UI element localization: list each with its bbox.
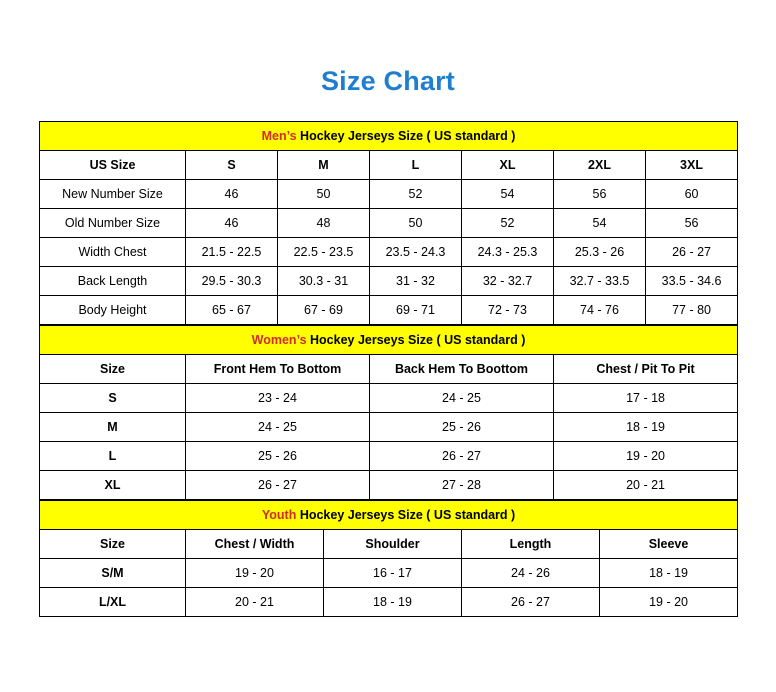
womens-r1-c0: M <box>40 413 186 442</box>
youth-banner <box>40 501 738 530</box>
table-row <box>40 559 738 588</box>
mens-r3-c2: 30.3 - 31 <box>278 267 370 296</box>
youth-size-table <box>39 500 738 617</box>
mens-r3-c5: 32.7 - 33.5 <box>554 267 646 296</box>
mens-r2-c2: 22.5 - 23.5 <box>278 238 370 267</box>
mens-col-6: 3XL <box>646 151 738 180</box>
youth-r1-c3: 26 - 27 <box>462 588 600 617</box>
womens-col-2: Back Hem To Boottom <box>370 355 554 384</box>
youth-col-0: Size <box>40 530 186 559</box>
mens-r4-c1: 65 - 67 <box>186 296 278 325</box>
mens-r3-c0: Back Length <box>40 267 186 296</box>
table-row <box>40 180 738 209</box>
mens-r2-c4: 24.3 - 25.3 <box>462 238 554 267</box>
womens-banner <box>40 326 738 355</box>
table-header-row <box>40 151 738 180</box>
womens-r2-c0: L <box>40 442 186 471</box>
table-row <box>40 238 738 267</box>
mens-r2-c0: Width Chest <box>40 238 186 267</box>
womens-r1-c3: 18 - 19 <box>554 413 738 442</box>
youth-banner-accent: Youth <box>261 508 297 522</box>
mens-r2-c3: 23.5 - 24.3 <box>370 238 462 267</box>
table-row <box>40 442 738 471</box>
table-banner-row <box>40 501 738 530</box>
mens-r3-c3: 31 - 32 <box>370 267 462 296</box>
womens-r3-c0: XL <box>40 471 186 500</box>
youth-r1-c4: 19 - 20 <box>600 588 738 617</box>
mens-r4-c6: 77 - 80 <box>646 296 738 325</box>
table-row <box>40 384 738 413</box>
mens-r0-c5: 56 <box>554 180 646 209</box>
youth-r0-c3: 24 - 26 <box>462 559 600 588</box>
womens-r0-c1: 23 - 24 <box>186 384 370 413</box>
womens-banner-accent: Women’s <box>251 333 307 347</box>
mens-col-5: 2XL <box>554 151 646 180</box>
mens-r1-c6: 56 <box>646 209 738 238</box>
mens-size-table <box>39 121 738 325</box>
mens-r3-c1: 29.5 - 30.3 <box>186 267 278 296</box>
table-row <box>40 296 738 325</box>
youth-r1-c0: L/XL <box>40 588 186 617</box>
mens-r0-c3: 52 <box>370 180 462 209</box>
mens-banner-rest: Hockey Jerseys Size ( US standard ) <box>296 129 516 143</box>
mens-r4-c2: 67 - 69 <box>278 296 370 325</box>
youth-col-4: Sleeve <box>600 530 738 559</box>
mens-r0-c4: 54 <box>462 180 554 209</box>
mens-r3-c6: 33.5 - 34.6 <box>646 267 738 296</box>
mens-r4-c0: Body Height <box>40 296 186 325</box>
table-banner-row <box>40 122 738 151</box>
page-title: Size Chart <box>320 66 456 96</box>
mens-r1-c0: Old Number Size <box>40 209 186 238</box>
womens-col-3: Chest / Pit To Pit <box>554 355 738 384</box>
womens-banner-rest: Hockey Jerseys Size ( US standard ) <box>306 333 526 347</box>
womens-r3-c3: 20 - 21 <box>554 471 738 500</box>
youth-col-2: Shoulder <box>324 530 462 559</box>
womens-col-0: Size <box>40 355 186 384</box>
youth-col-1: Chest / Width <box>186 530 324 559</box>
womens-r2-c3: 19 - 20 <box>554 442 738 471</box>
mens-col-0: US Size <box>40 151 186 180</box>
mens-r3-c4: 32 - 32.7 <box>462 267 554 296</box>
womens-r0-c2: 24 - 25 <box>370 384 554 413</box>
table-header-row <box>40 530 738 559</box>
mens-r4-c4: 72 - 73 <box>462 296 554 325</box>
womens-r1-c2: 25 - 26 <box>370 413 554 442</box>
mens-r1-c1: 46 <box>186 209 278 238</box>
mens-r0-c2: 50 <box>278 180 370 209</box>
womens-r2-c2: 26 - 27 <box>370 442 554 471</box>
mens-r1-c3: 50 <box>370 209 462 238</box>
youth-r1-c1: 20 - 21 <box>186 588 324 617</box>
mens-r1-c4: 52 <box>462 209 554 238</box>
mens-r0-c6: 60 <box>646 180 738 209</box>
womens-r0-c0: S <box>40 384 186 413</box>
table-row <box>40 413 738 442</box>
mens-r2-c6: 26 - 27 <box>646 238 738 267</box>
womens-r3-c1: 26 - 27 <box>186 471 370 500</box>
table-row <box>40 209 738 238</box>
mens-col-1: S <box>186 151 278 180</box>
mens-col-2: M <box>278 151 370 180</box>
womens-col-1: Front Hem To Bottom <box>186 355 370 384</box>
mens-r1-c5: 54 <box>554 209 646 238</box>
womens-size-table <box>39 325 738 500</box>
table-row <box>40 588 738 617</box>
mens-col-4: XL <box>462 151 554 180</box>
youth-r1-c2: 18 - 19 <box>324 588 462 617</box>
mens-r4-c3: 69 - 71 <box>370 296 462 325</box>
youth-r0-c4: 18 - 19 <box>600 559 738 588</box>
mens-r2-c1: 21.5 - 22.5 <box>186 238 278 267</box>
table-row <box>40 267 738 296</box>
mens-r2-c5: 25.3 - 26 <box>554 238 646 267</box>
womens-r0-c3: 17 - 18 <box>554 384 738 413</box>
mens-banner <box>40 122 738 151</box>
mens-r1-c2: 48 <box>278 209 370 238</box>
mens-col-3: L <box>370 151 462 180</box>
youth-r0-c1: 19 - 20 <box>186 559 324 588</box>
womens-r2-c1: 25 - 26 <box>186 442 370 471</box>
table-row <box>40 471 738 500</box>
womens-r1-c1: 24 - 25 <box>186 413 370 442</box>
youth-r0-c0: S/M <box>40 559 186 588</box>
table-header-row <box>40 355 738 384</box>
mens-banner-accent: Men’s <box>261 129 297 143</box>
mens-r0-c0: New Number Size <box>40 180 186 209</box>
youth-banner-rest: Hockey Jerseys Size ( US standard ) <box>296 508 516 522</box>
mens-r4-c5: 74 - 76 <box>554 296 646 325</box>
womens-r3-c2: 27 - 28 <box>370 471 554 500</box>
youth-col-3: Length <box>462 530 600 559</box>
youth-r0-c2: 16 - 17 <box>324 559 462 588</box>
tables-container <box>39 121 737 617</box>
mens-r0-c1: 46 <box>186 180 278 209</box>
table-banner-row <box>40 326 738 355</box>
